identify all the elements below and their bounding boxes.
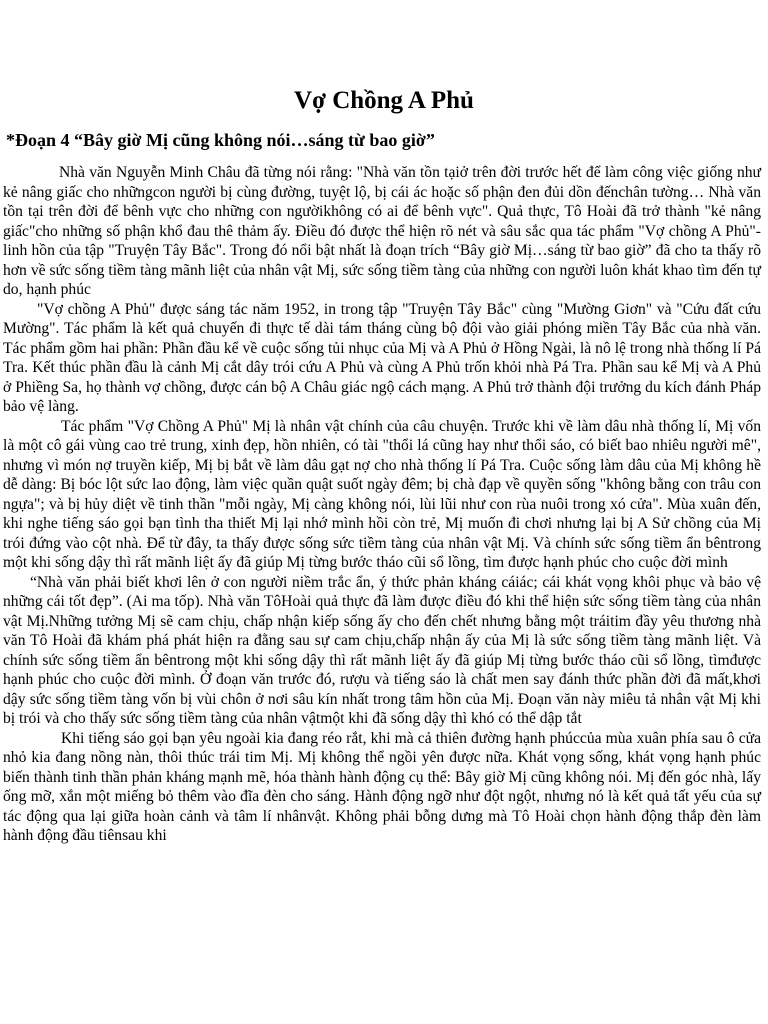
paragraph-3: Tác phẩm "Vợ Chồng A Phủ" Mị là nhân vật chính của câu chuyện. Trước khi về làm dâu nhà thống lí, Mị vốn là một cô gái vùng cao trẻ trung, xinh đẹp, hồn nhiên, có tài "thổi lá cũng hay như thổi sáo, có biết bao nhiêu người mê", nhưng vì món nợ truyền kiếp, Mị bị bắt về làm dâu gạt nợ cho nhà thống lí Pá Tra. Cuộc sống làm dâu của Mị không hề dễ dàng: Bị bóc lột sức lao động, làm việc quần quật suốt ngày đêm; bị chà đạp về quyền sống "không bằng con trâu con ngựa"; và bị hủy diệt về tinh thần "mỗi ngày, Mị càng không nói, lùi lũi như con rùa nuôi trong xó cửa". Mùa xuân đến, khi nghe tiếng sáo gọi bạn tình tha thiết Mị lại nhớ mình hồi còn trẻ, Mị muốn đi chơi nhưng lại bị A Sử chồng của Mị trói đứng vào cột nhà. Để từ đây, ta thấy được sống sức tiềm tàng của nhân vật Mị. Và chính sức sống tiềm ẩn bêntrong một khi sống dậy thì rất mãnh liệt ấy đã giúp Mị từng bước tháo cũi sổ lồng, tìm được hạnh phúc cho cuộc đời mình: [3, 417, 761, 571]
paragraph-2: "Vợ chồng A Phủ" được sáng tác năm 1952, in trong tập "Truyện Tây Bắc" cùng "Mường Giơn" và "Cứu đất cứu Mường". Tác phẩm là kết quả chuyến đi thực tế dài tám tháng cùng bộ đội vào giải phóng miền Tây Bắc của nhà văn. Tác phẩm gồm hai phần: Phần đầu kể về cuộc sống tủi nhục của Mị và A Phủ ở Hồng Ngài, là nô lệ trong nhà thống lí Pá Tra. Kết thúc phần đầu là cảnh Mị cắt dây trói cứu A Phủ và cùng A Phủ trốn khỏi nhà Pá Tra. Phần sau kể Mị và A Phủ ở Phiềng Sa, họ thành vợ chồng, được cán bộ A Châu giác ngộ cách mạng. A Phủ trở thành đội trưởng du kích đánh Pháp bảo vệ làng.: [3, 300, 761, 415]
paragraph-4: “Nhà văn phải biết khơi lên ở con người niềm trắc ẩn, ý thức phản kháng cáiác; cái khát vọng khôi phục và bảo vệ những cái tốt đẹp”. (Ai ma tốp). Nhà văn TôHoài quả thực đã làm được điều đó khi thể hiện sức sống tiềm tàng của nhân vật Mị.Những tưởng Mị sẽ cam chịu, chấp nhận kiếp sống ấy cho đến chết nhưng bằng một tráitim đầy yêu thương nhà văn Tô Hoài đã khám phá phát hiện ra đằng sau sự cam chịu,chấp nhận ấy của Mị là sức sống tiềm tàng mãnh liệt. Và chính sức sống tiềm ẩn bêntrong một khi sống dậy thì rất mãnh liệt ấy đã giúp Mị từng bước tháo cũi sổ lồng, tìmđược hạnh phúc cho cuộc đời mình. Ở đoạn văn trước đó, rượu và tiếng sáo là chất men say đánh thức phần đời đã mất,khơi dậy sức sống tiềm tàng vốn bị vùi chôn ở nơi sâu kín nhất trong tâm hồn của Mị. Đoạn văn này miêu tả nhân vật Mị khi bị trói và cho thấy sức sống tiềm tàng của nhân vậtmột khi đã sống dậy thì khó có thể dập tắt: [3, 573, 761, 727]
paragraph-1: Nhà văn Nguyễn Minh Châu đã từng nói rằng: "Nhà văn tồn tạiở trên đời trước hết để làm công việc giống như kẻ nâng giấc cho nhữngcon người bị cùng đường, tuyệt lộ, bị cái ác hoặc số phận đen đủi dồn đếnchân tường… Nhà văn tồn tại trên đời để bênh vực cho những con ngườikhông có ai để bênh vực". Quả thực, Tô Hoài đã trở thành "kẻ nâng giấc"cho những số phận khổ đau thê thảm ấy. Điều đó được thể hiện rõ nét và sâu sắc qua tác phẩm "Vợ chồng A Phủ"- linh hồn của tập "Truyện Tây Bắc". Trong đó nổi bật nhất là đoạn trích “Bây giờ Mị…sáng từ bao giờ” đã cho ta thấy rõ hơn về sức sống tiềm tàng mãnh liệt của nhân vật Mị, sức sống tiềm tàng của những con người luôn khát khao tìm đến tự do, hạnh phúc: [3, 164, 761, 298]
section-heading: *Đoạn 4 “Bây giờ Mị cũng không nói…sáng từ bao giờ”: [6, 130, 435, 150]
paragraph-5: Khi tiếng sáo gọi bạn yêu ngoài kia đang réo rắt, khi mà cả thiên đường hạnh phúccủa mùa xuân phía sau ô cửa nhỏ kia đang nồng nàn, thôi thúc trái tim Mị. Mị không thể ngồi yên được nữa. Khát vọng sống, khát vọng hạnh phúc biến thành tinh thần phản kháng mạnh mẽ, hóa thành hành động cụ thể: Bây giờ Mị cũng không nói. Mị đến góc nhà, lấy ống mỡ, xắn một miếng bỏ thêm vào đĩa đèn cho sáng. Hành động ngỡ như đột ngột, nhưng nó là kết quả tất yếu của sự tác động qua lại giữa hoàn cảnh và tâm lí nhânvật. Không phải bỗng dưng mà Tô Hoài chọn hành động thắp đèn làm hành động đầu tiênsau khi: [3, 729, 761, 844]
document-title: Vợ Chồng A Phủ: [294, 87, 474, 114]
document-body: [3, 163, 761, 846]
